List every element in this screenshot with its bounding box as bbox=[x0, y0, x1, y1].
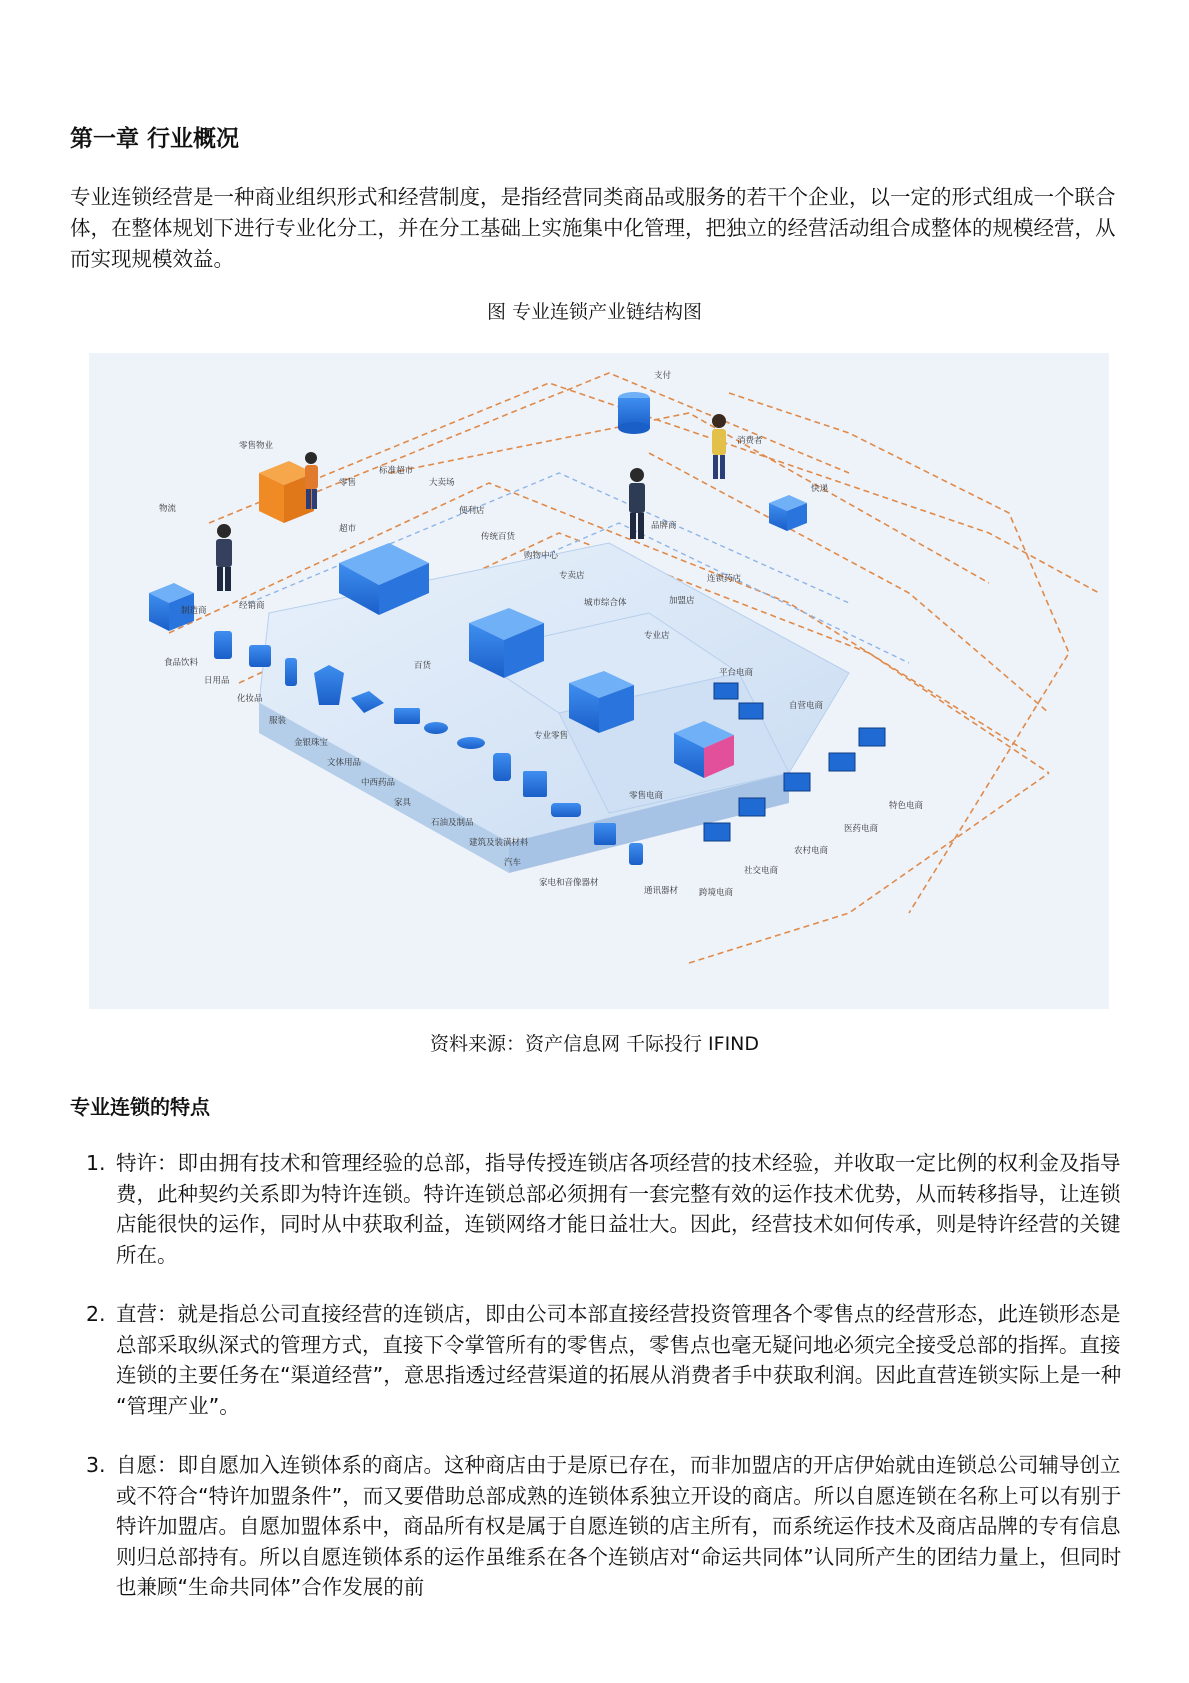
label-riyongpin: 日用品 bbox=[204, 676, 230, 686]
label-jiadian: 家电和音像器材 bbox=[539, 878, 599, 888]
label-kuajing-dianshang: 跨境电商 bbox=[699, 888, 734, 898]
label-shipin-yinliao: 食品饮料 bbox=[164, 658, 199, 668]
monitor-icon bbox=[739, 703, 763, 719]
label-wuliu: 物流 bbox=[159, 504, 177, 514]
list-item bbox=[70, 1299, 1130, 1421]
monitor-icon bbox=[859, 728, 885, 746]
appliance-icon bbox=[594, 823, 616, 845]
list-item bbox=[70, 1148, 1130, 1270]
consumer-person-icon bbox=[712, 414, 726, 479]
label-jiamengdian: 加盟店 bbox=[669, 596, 695, 606]
monitor-icon bbox=[739, 798, 765, 816]
label-zhuanye-lingshou: 专业零售 bbox=[534, 731, 569, 741]
brand-owner-person-icon bbox=[629, 468, 645, 539]
furniture-table-icon bbox=[457, 737, 485, 749]
label-xiaofeizhe: 消费者 bbox=[737, 436, 763, 446]
monitor-icon bbox=[704, 823, 730, 841]
label-dalmaichang: 大卖场 bbox=[429, 478, 455, 488]
label-lingshou: 零售 bbox=[339, 478, 357, 488]
label-chengshi-zonghe: 城市综合体 bbox=[584, 598, 627, 608]
list-item-number: 1. bbox=[86, 1151, 106, 1175]
intro-paragraph: 专业连锁经营是一种商业组织形式和经营制度，是指经营同类商品或服务的若干个企业，以一定的形式组成一个联合体，在整体规划下进行专业化分工，并在分工基础上实施集中化管理，把独立的经营活动组合成整体的规模经营，从而实现规模效益。 bbox=[70, 185, 1116, 271]
chapter-title: 第一章 行业概况 bbox=[70, 126, 240, 152]
list-item-text: 自愿：即自愿加入连锁体系的商店。这种商店由于是原已存在，而非加盟店的开店伊始就由连锁总公司辅导创立或不符合“特许加盟条件”，而又要借助总部成熟的连锁体系独立开设的商店。所以自愿连锁在名称上可以有别于特许加盟店。自愿加盟体系中，商品所有权是属于自愿连锁的店主所有，而系统运作技术及商店品牌的专有信息则归总部持有。所以自愿连锁体系的运作虽维系在各个连锁店对“命运共同体”认同所产生的团结力量上，但同时也兼顾“生命共同体”合作发展的前 bbox=[116, 1453, 1122, 1599]
oil-barrel-icon bbox=[493, 753, 511, 781]
industry-chain-figure bbox=[89, 353, 1109, 1009]
figure-caption: 图 专业连锁产业链结构图 bbox=[486, 301, 703, 323]
label-chaoshi: 超市 bbox=[339, 524, 357, 534]
industry-chain-illustration bbox=[89, 353, 1109, 1009]
medicine-icon bbox=[424, 722, 448, 734]
list-item-number: 3. bbox=[86, 1453, 106, 1477]
label-pinpaishang: 品牌商 bbox=[651, 521, 677, 531]
figure-source: 资料来源：资产信息网 千际投行 IFIND bbox=[429, 1033, 760, 1055]
monitor-icon bbox=[714, 683, 738, 699]
label-zhuanyedian: 专业店 bbox=[644, 631, 670, 641]
label-baihuo: 百货 bbox=[414, 661, 432, 671]
label-tongxun: 通讯器材 bbox=[644, 886, 679, 896]
label-jiaju: 家具 bbox=[394, 798, 412, 808]
label-zhizaoshang: 制造商 bbox=[181, 606, 207, 616]
label-fuzhuang: 服装 bbox=[269, 716, 287, 726]
label-chuantong-baihuo: 传统百货 bbox=[481, 532, 516, 542]
label-bianlidian: 便利店 bbox=[459, 506, 485, 516]
label-jianzhu: 建筑及装潢材料 bbox=[469, 838, 529, 848]
label-kuaidi: 快递 bbox=[811, 484, 829, 494]
label-nongcun-dianshang: 农村电商 bbox=[794, 846, 829, 856]
cosmetics-bottle-icon bbox=[285, 658, 297, 686]
label-tese-dianshang: 特色电商 bbox=[889, 801, 924, 811]
beverage-cup-icon bbox=[214, 631, 232, 659]
label-lingshou-dianshang: 零售电商 bbox=[629, 791, 664, 801]
distributor-person-icon bbox=[216, 524, 232, 591]
list-item-number: 2. bbox=[86, 1302, 106, 1326]
clothing-icon bbox=[314, 665, 344, 705]
label-zhuanmaidian: 专卖店 bbox=[559, 571, 585, 581]
label-zhifu: 支付 bbox=[654, 371, 672, 381]
label-liansuo-yaodian: 连锁药店 bbox=[707, 574, 742, 584]
building-material-icon bbox=[523, 771, 547, 797]
list-item-text: 直营：就是指总公司直接经营的连锁店，即由公司本部直接经营投资管理各个零售点的经营形态，此连锁形态是总部采取纵深式的管理方式，直接下令掌管所有的零售点，零售点也毫无疑问地必须完全接受总部的指挥。直接连锁的主要任务在“渠道经营”，意思指透过经营渠道的拓展从消费者手中获取利润。因此直营连锁实际上是一种 “管理产业”。 bbox=[116, 1302, 1122, 1418]
label-wenti-yongpin: 文体用品 bbox=[327, 758, 362, 768]
label-shiyou: 石油及制品 bbox=[431, 818, 474, 828]
list-item-text: 特许：即由拥有技术和管理经验的总部，指导传授连锁店各项经营的技术经验，并收取一定比例的权利金及指导费，此种契约关系即为特许连锁。特许连锁总部必须拥有一套完整有效的运作技术优势，从而转移指导，让连锁店能很快的运作，同时从中获取利益，连锁网络才能日益壮大。因此，经营技术如何传承，则是特许经营的关键所在。 bbox=[116, 1151, 1121, 1267]
monitor-icon bbox=[829, 753, 855, 771]
label-qiche: 汽车 bbox=[504, 858, 522, 868]
payment-server-icon bbox=[618, 392, 650, 434]
stationery-icon bbox=[394, 708, 420, 724]
section-title: 专业连锁的特点 bbox=[70, 1095, 210, 1119]
feature-list bbox=[70, 1148, 1130, 1632]
label-jinyin-zhubao: 金银珠宝 bbox=[294, 738, 329, 748]
label-jingxiaoshang: 经销商 bbox=[239, 601, 265, 611]
label-huazhuangpin: 化妆品 bbox=[237, 694, 263, 704]
label-lingshou-wuye: 零售物业 bbox=[239, 441, 274, 451]
label-biaozhun-chaoshi: 标准超市 bbox=[379, 466, 414, 476]
label-ziying-dianshang: 自营电商 bbox=[789, 701, 824, 711]
label-gouwu-zhongxin: 购物中心 bbox=[524, 551, 559, 561]
label-zhongxiyao: 中西药品 bbox=[361, 778, 396, 788]
express-box-icon bbox=[769, 495, 807, 531]
car-icon bbox=[551, 803, 581, 817]
list-item bbox=[70, 1450, 1130, 1603]
monitor-icon bbox=[784, 773, 810, 791]
label-yiliao-dianshang: 医药电商 bbox=[844, 824, 879, 834]
label-pingtai-dianshang: 平台电商 bbox=[719, 668, 754, 678]
phone-icon bbox=[629, 843, 643, 865]
label-shejiao-dianshang: 社交电商 bbox=[744, 866, 779, 876]
daily-goods-icon bbox=[249, 645, 271, 667]
